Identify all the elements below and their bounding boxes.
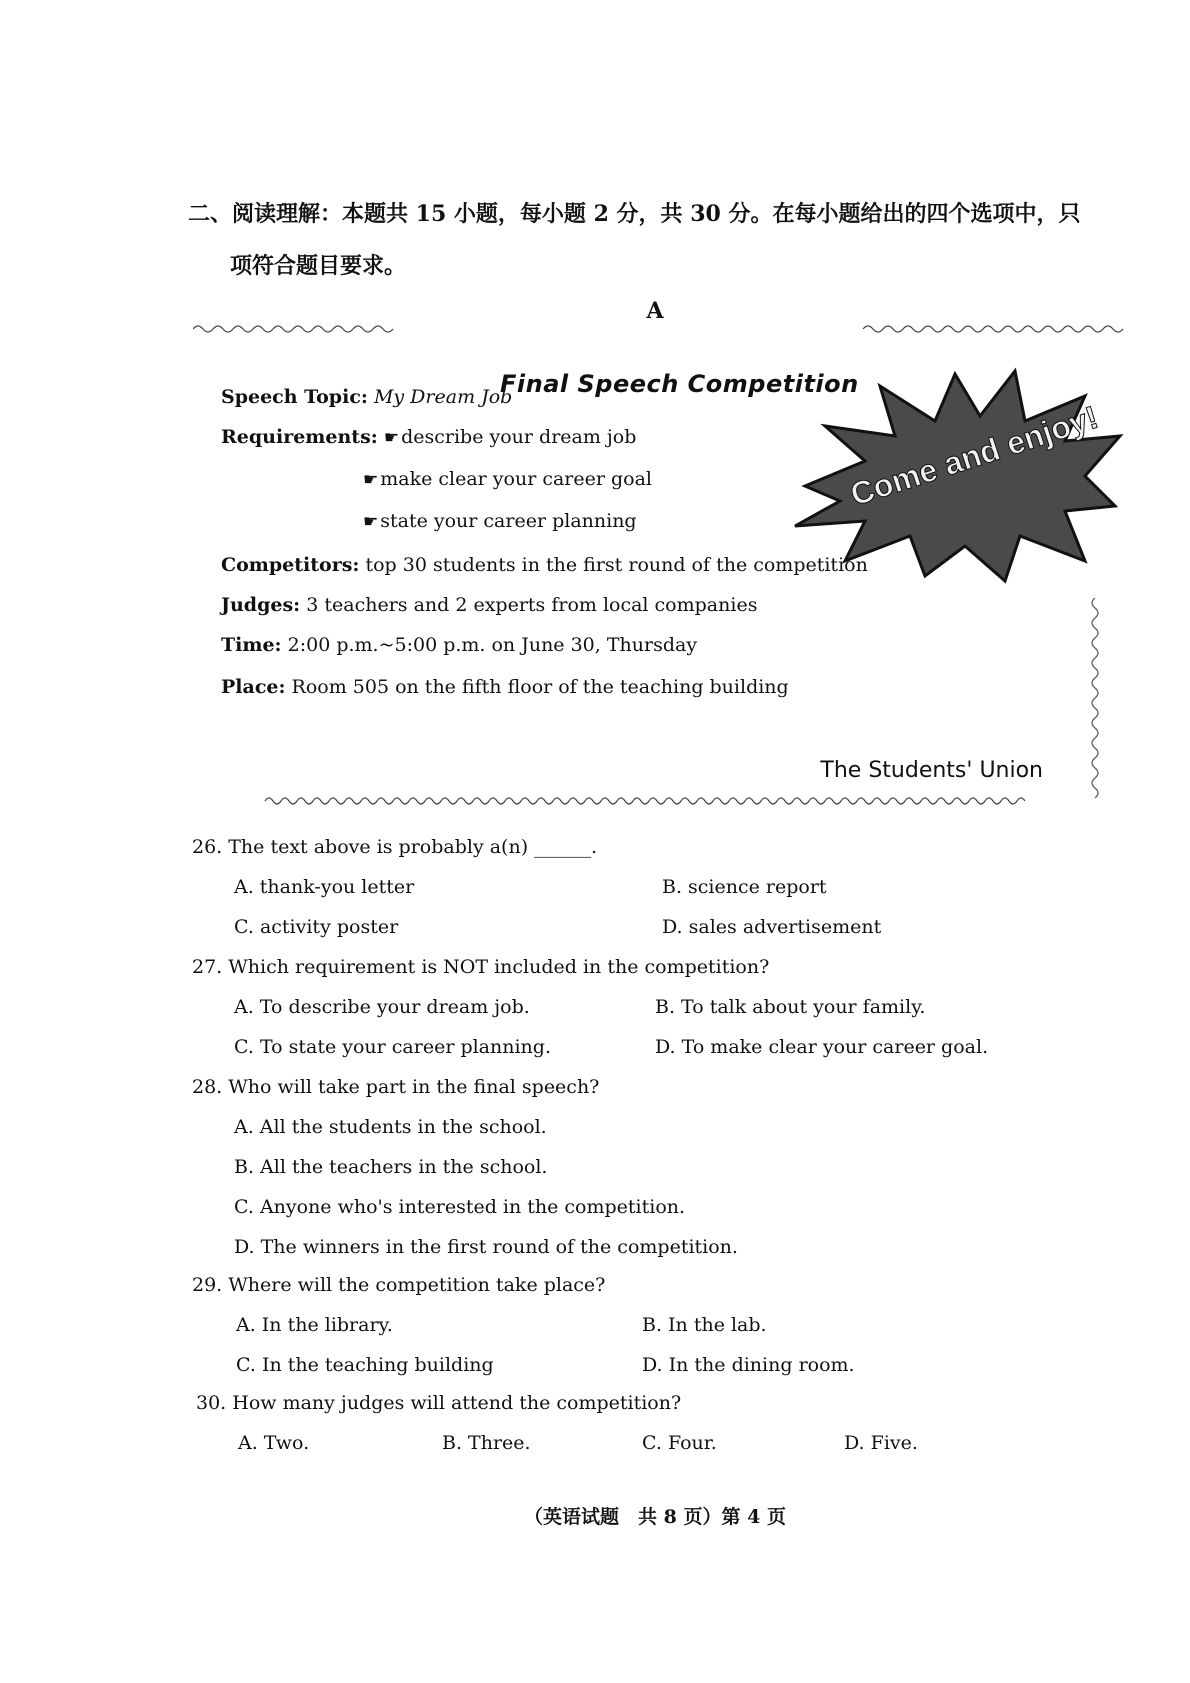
pointing-hand-icon: ☛	[363, 512, 379, 532]
time-label: Time:	[221, 634, 282, 656]
poster-title: Final Speech Competition	[500, 370, 859, 398]
time-value: 2:00 p.m.~5:00 p.m. on June 30, Thursday	[287, 634, 698, 656]
option: C. Anyone who's interested in the competition.	[234, 1196, 686, 1218]
option: D. The winners in the first round of the competition.	[234, 1236, 738, 1258]
competitors-label: Competitors:	[221, 554, 360, 576]
requirement-item: state your career planning	[380, 510, 637, 532]
option: C. activity poster	[234, 916, 399, 938]
place-row	[221, 676, 789, 698]
option: A. Two.	[238, 1432, 310, 1454]
question-stem: 28. Who will take part in the final speech?	[192, 1076, 600, 1098]
option: A. To describe your dream job.	[234, 996, 530, 1018]
judges-label: Judges:	[221, 594, 301, 616]
come-and-enjoy-burst	[785, 366, 1125, 586]
section-heading-line-1: 二、阅读理解：本题共 15 小题，每小题 2 分，共 30 分。在每小题给出的四个选项中，只	[188, 201, 1081, 227]
section-heading	[188, 188, 1128, 292]
pointing-hand-icon: ☛	[383, 428, 400, 448]
place-label: Place:	[221, 676, 286, 698]
option: B. To talk about your family.	[655, 996, 926, 1018]
speech-topic-value: My Dream Job	[373, 386, 513, 408]
option: A. thank-you letter	[234, 876, 415, 898]
competitors-value: top 30 students in the first round of the competition	[365, 554, 868, 576]
requirement-row	[363, 510, 637, 532]
question-stem: 30. How many judges will attend the competition?	[196, 1392, 682, 1414]
requirement-item: describe your dream job	[401, 426, 637, 448]
question-stem: 27. Which requirement is NOT included in the competition?	[192, 956, 770, 978]
time-row	[221, 634, 697, 656]
option: B. All the teachers in the school.	[234, 1156, 548, 1178]
question-stem: 29. Where will the competition take place?	[192, 1274, 606, 1296]
option: B. science report	[662, 876, 827, 898]
speech-topic	[221, 386, 512, 408]
speech-topic-label: Speech Topic:	[221, 386, 368, 408]
judges-row	[221, 594, 757, 616]
poster-top-border	[193, 322, 1143, 336]
page-footer: （英语试题 共 8 页）第 4 页	[524, 1506, 786, 1528]
option: D. To make clear your career goal.	[655, 1036, 989, 1058]
section-heading-line-2: 项符合题目要求。	[230, 253, 407, 279]
option: B. In the lab.	[642, 1314, 767, 1336]
passage-letter: A	[646, 298, 664, 324]
poster	[205, 338, 1125, 808]
requirement-item: make clear your career goal	[380, 468, 653, 490]
option: A. All the students in the school.	[234, 1116, 547, 1138]
place-value: Room 505 on the fifth floor of the teaching building	[291, 676, 789, 698]
requirement-row	[363, 468, 652, 490]
option: C. In the teaching building	[236, 1354, 494, 1376]
poster-signature: The Students' Union	[820, 758, 1043, 783]
requirements-row	[221, 426, 636, 448]
slogan-text: Come and enjoy!	[846, 398, 1103, 513]
requirements-label: Requirements:	[221, 426, 378, 448]
option: A. In the library.	[236, 1314, 393, 1336]
option: D. sales advertisement	[662, 916, 882, 938]
judges-value: 3 teachers and 2 experts from local companies	[306, 594, 758, 616]
poster-bottom-border	[205, 794, 1125, 808]
option: C. To state your career planning.	[234, 1036, 551, 1058]
option: D. In the dining room.	[642, 1354, 855, 1376]
option: B. Three.	[442, 1432, 531, 1454]
option: C. Four.	[642, 1432, 717, 1454]
question-stem: 26. The text above is probably a(n) ______.	[192, 836, 598, 858]
competitors-row	[221, 554, 868, 576]
pointing-hand-icon: ☛	[363, 470, 379, 490]
option: D. Five.	[844, 1432, 918, 1454]
poster-right-border	[1085, 598, 1105, 798]
